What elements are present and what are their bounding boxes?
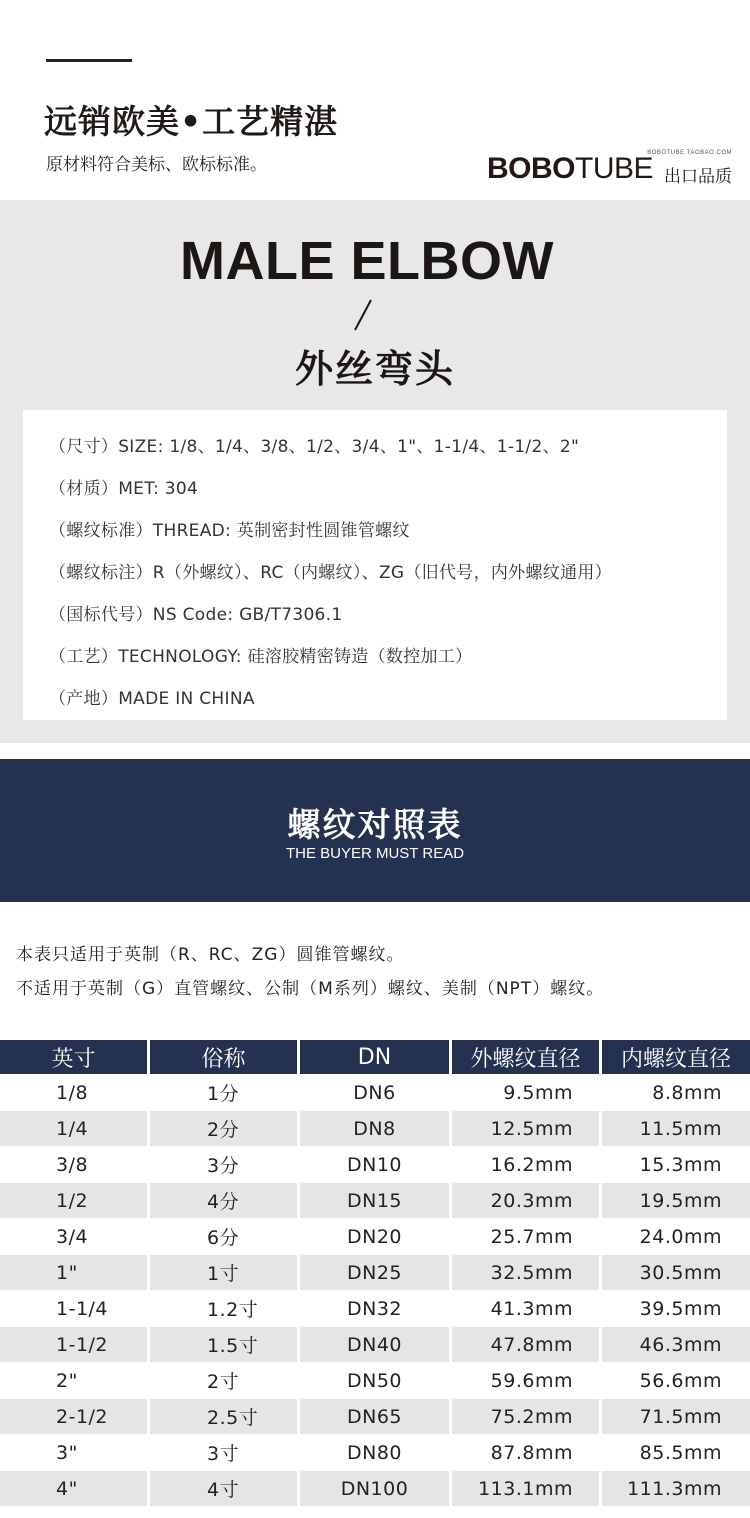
cell-common-name: 3分 [150, 1146, 300, 1182]
table-row [0, 1146, 750, 1182]
table-row [0, 1398, 750, 1434]
subheadline: 原材料符合美标、欧标标准。 [46, 155, 267, 175]
thread-comparison-table [0, 1040, 750, 1506]
spec-panel [23, 410, 727, 720]
col-header-male-diameter: 外螺纹直径 [452, 1040, 602, 1074]
cell-common-name: 4分 [150, 1182, 300, 1218]
col-header-inch: 英寸 [0, 1040, 150, 1074]
cell-female-diameter: 111.3mm [602, 1470, 750, 1506]
cell-female-diameter: 85.5mm [602, 1434, 750, 1470]
product-section [0, 200, 750, 743]
cell-dn: DN65 [300, 1398, 452, 1434]
cell-female-diameter: 8.8mm [602, 1074, 750, 1110]
cell-male-diameter: 113.1mm [452, 1470, 602, 1506]
banner-title: 螺纹对照表 [287, 805, 463, 844]
cell-male-diameter: 9.5mm [452, 1074, 602, 1110]
cell-common-name: 1.2寸 [150, 1290, 300, 1326]
cell-dn: DN20 [300, 1218, 452, 1254]
cell-dn: DN10 [300, 1146, 452, 1182]
spec-thread: （螺纹标准）THREAD: 英制密封性圆锥管螺纹 [49, 521, 410, 541]
col-header-female-diameter: 内螺纹直径 [602, 1040, 750, 1074]
table-row [0, 1254, 750, 1290]
table-row [0, 1326, 750, 1362]
cell-female-diameter: 19.5mm [602, 1182, 750, 1218]
cell-inch: 2-1/2 [0, 1398, 150, 1434]
table-header-row [0, 1040, 750, 1074]
spec-material: （材质）MET: 304 [49, 479, 199, 499]
brand-name-bold: BOBO [487, 152, 575, 185]
cell-female-diameter: 24.0mm [602, 1218, 750, 1254]
cell-common-name: 2.5寸 [150, 1398, 300, 1434]
cell-common-name: 2分 [150, 1110, 300, 1146]
cell-common-name: 3寸 [150, 1434, 300, 1470]
cell-male-diameter: 20.3mm [452, 1182, 602, 1218]
spec-thread-marking: （螺纹标注）R（外螺纹）、RC（内螺纹）、ZG（旧代号，内外螺纹通用） [49, 563, 612, 583]
cell-dn: DN8 [300, 1110, 452, 1146]
cell-common-name: 6分 [150, 1218, 300, 1254]
cell-dn: DN25 [300, 1254, 452, 1290]
cell-female-diameter: 46.3mm [602, 1326, 750, 1362]
brand-tagline: 出口品质 [664, 167, 732, 187]
cell-inch: 1-1/4 [0, 1290, 150, 1326]
cell-female-diameter: 56.6mm [602, 1362, 750, 1398]
table-row [0, 1434, 750, 1470]
brand-url: BOBOTUBE.TAOBAO.COM [647, 150, 732, 156]
cell-male-diameter: 47.8mm [452, 1326, 602, 1362]
cell-male-diameter: 32.5mm [452, 1254, 602, 1290]
brand-logo [487, 150, 732, 190]
brand-name-light: TUBE [575, 152, 654, 185]
spec-origin: （产地）MADE IN CHINA [49, 689, 255, 709]
brand-name [487, 152, 653, 186]
cell-male-diameter: 75.2mm [452, 1398, 602, 1434]
cell-inch: 1/8 [0, 1074, 150, 1110]
cell-dn: DN100 [300, 1470, 452, 1506]
cell-dn: DN6 [300, 1074, 452, 1110]
cell-common-name: 1寸 [150, 1254, 300, 1290]
headline: 远销欧美•工艺精湛 [44, 102, 339, 141]
table-row [0, 1470, 750, 1506]
cell-inch: 3/4 [0, 1218, 150, 1254]
cell-male-diameter: 16.2mm [452, 1146, 602, 1182]
cell-dn: DN50 [300, 1362, 452, 1398]
cell-common-name: 1.5寸 [150, 1326, 300, 1362]
cell-female-diameter: 30.5mm [602, 1254, 750, 1290]
cell-dn: DN15 [300, 1182, 452, 1218]
cell-inch: 1/2 [0, 1182, 150, 1218]
cell-inch: 3/8 [0, 1146, 150, 1182]
cell-male-diameter: 41.3mm [452, 1290, 602, 1326]
cell-inch: 2" [0, 1362, 150, 1398]
product-title-en: MALE ELBOW [180, 231, 554, 291]
cell-female-diameter: 11.5mm [602, 1110, 750, 1146]
table-note-applies: 本表只适用于英制（R、RC、ZG）圆锥管螺纹。 [16, 945, 405, 965]
table-row [0, 1218, 750, 1254]
title-divider-slash [354, 300, 372, 331]
page-header [0, 0, 750, 200]
table-note-excludes: 不适用于英制（G）直管螺纹、公制（M系列）螺纹、美制（NPT）螺纹。 [16, 979, 605, 999]
cell-dn: DN40 [300, 1326, 452, 1362]
col-header-dn: DN [300, 1040, 452, 1074]
table-row [0, 1182, 750, 1218]
cell-male-diameter: 59.6mm [452, 1362, 602, 1398]
cell-inch: 1" [0, 1254, 150, 1290]
cell-inch: 1-1/2 [0, 1326, 150, 1362]
cell-male-diameter: 12.5mm [452, 1110, 602, 1146]
cell-female-diameter: 71.5mm [602, 1398, 750, 1434]
spec-ns-code: （国标代号）NS Code: GB/T7306.1 [49, 605, 343, 625]
table-row [0, 1110, 750, 1146]
product-title-cn: 外丝弯头 [294, 347, 455, 391]
cell-dn: DN80 [300, 1434, 452, 1470]
cell-inch: 4" [0, 1470, 150, 1506]
cell-male-diameter: 25.7mm [452, 1218, 602, 1254]
spec-technology: （工艺）TECHNOLOGY: 硅溶胶精密铸造（数控加工） [49, 647, 473, 667]
cell-common-name: 2寸 [150, 1362, 300, 1398]
col-header-common-name: 俗称 [150, 1040, 300, 1074]
cell-dn: DN32 [300, 1290, 452, 1326]
cell-female-diameter: 39.5mm [602, 1290, 750, 1326]
table-banner [0, 759, 750, 902]
cell-common-name: 1分 [150, 1074, 300, 1110]
banner-subtitle: THE BUYER MUST READ [285, 845, 465, 862]
cell-common-name: 4寸 [150, 1470, 300, 1506]
table-row [0, 1362, 750, 1398]
cell-female-diameter: 15.3mm [602, 1146, 750, 1182]
cell-male-diameter: 87.8mm [452, 1434, 602, 1470]
cell-inch: 3" [0, 1434, 150, 1470]
cell-inch: 1/4 [0, 1110, 150, 1146]
table-row [0, 1290, 750, 1326]
table-row [0, 1074, 750, 1110]
decorative-rule [46, 59, 132, 62]
spec-size: （尺寸）SIZE: 1/8、1/4、3/8、1/2、3/4、1"、1-1/4、1-1/2、2" [49, 437, 580, 457]
